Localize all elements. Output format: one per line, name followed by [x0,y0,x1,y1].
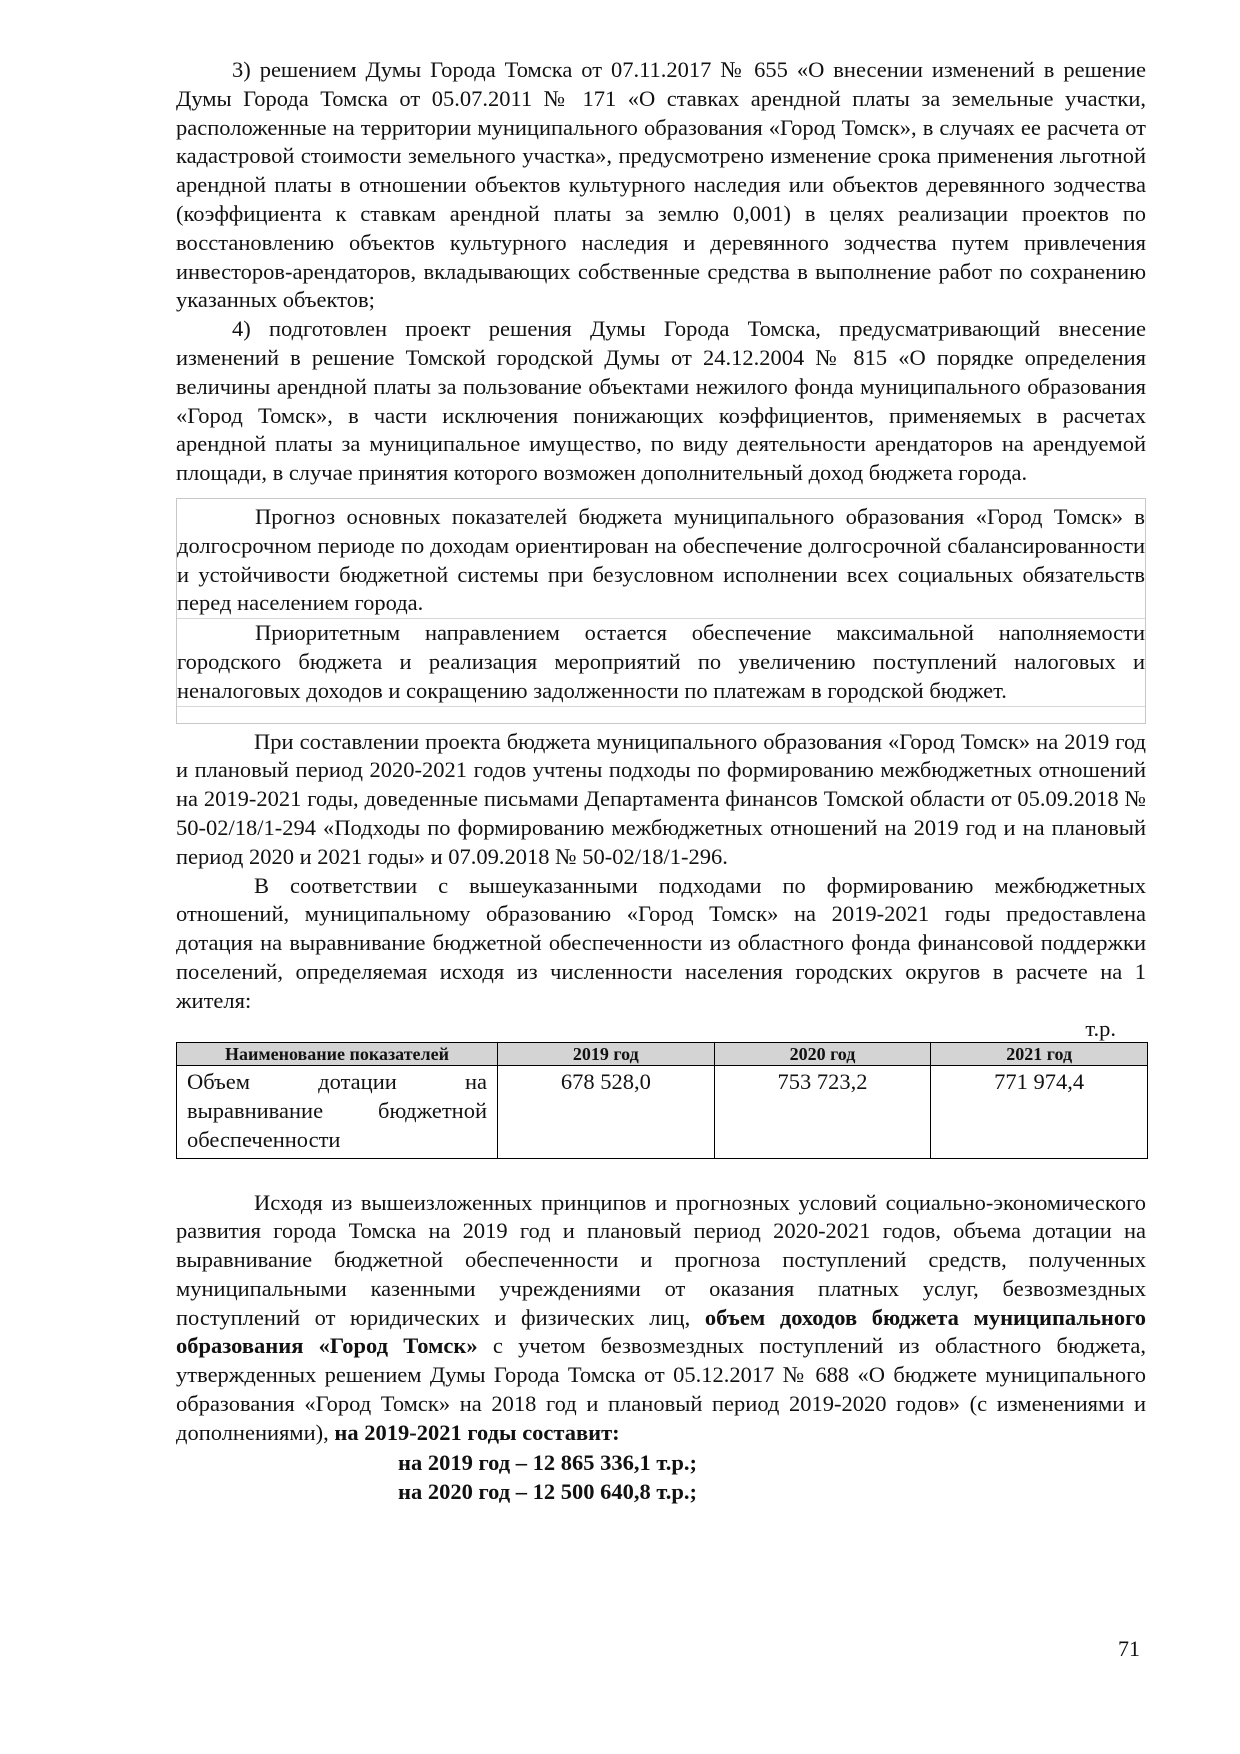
table-unit-label: т.р. [1085,1015,1116,1041]
paragraph-priority: Приоритетным направлением остается обеспечение максимальной наполняемости городского бюджета и реализация мероприятий по увеличению поступлений налоговых и неналоговых доходов и сокращению задолженности по платежам в городской бюджет. [177,619,1145,706]
header-2021: 2021 год [931,1042,1148,1065]
paragraph-item-3: 3) решением Думы Города Томска от 07.11.2017 № 655 «О внесении изменений в решение Думы Города Томска от 05.07.2011 № 171 «О ставках арендной платы за земельные участки, расположенные на территории муниципального образования «Город Томск», в случаях ее расчета от кадастровой стоимости земельного участка», предусмотрено изменение срока применения льготной арендной платы в отношении объектов культурного наследия или объектов деревянного зодчества (коэффициента к ставкам арендной платы за землю 0,001) в целях реализации проектов по восстановлению объектов культурного наследия и деревянного зодчества путем привлечения инвесторов-арендаторов, вкладывающих собственные средства в выполнение работ по сохранению указанных объектов; [176,57,1146,313]
document-body [176,56,1146,1506]
conclusion-text-b: с учетом безвозмездных поступлений из областного бюджета, утвержденных решением Думы Города Томска от 05.12.2017 № 688 «О бюджете муниципального образования «Город Томск» на 2018 год и плановый период 2019-2020 годов» (с изменениями и дополнениями), [176,1333,1147,1445]
cell-2020: 753 723,2 [714,1065,931,1158]
conclusion-text-a: Исходя из вышеизложенных принципов и прогнозных условий социально-экономического развития города Томска на 2019 год и плановый период 2020-2021 годов, объема дотации на выравнивание бюджетной обеспеченности и прогноза поступлений средств, полученных муниципальными казенными учреждениями от оказания платных услуг, безвозмездных поступлений от юридических и физических лиц, [176,1189,1146,1330]
paragraph-accordance: В соответствии с вышеуказанными подходами по формированию межбюджетных отношений, муниципальному образованию «Город Томск» на 2019-2021 годы предоставлена дотация на выравнивание бюджетной обеспеченности из областного фонда финансовой поддержки поселений, определяемая исходя из численности населения городских округов в расчете на 1 жителя: [176,872,1146,1013]
cell-2021: 771 974,4 [931,1065,1148,1158]
cell-indicator-name: Объем дотации на выравнивание бюджетной обеспеченности [177,1065,498,1158]
table-row [177,1065,1148,1158]
paragraph-item-4: 4) подготовлен проект решения Думы Города Томска, предусматривающий внесение изменений в решение Томской городской Думы от 24.12.2004 № 815 «О порядке определения величины арендной платы за пользование объектами нежилого фонда муниципального образования «Город Томск», в части исключения понижающих коэффициентов, применяемых в расчетах арендной платы за муниципальное имущество, по виду деятельности арендаторов на арендуемой площади, в случае принятия которого возможен дополнительный доход бюджета города. [176,316,1146,486]
header-indicator-name: Наименование показателей [177,1042,498,1065]
conclusion-bold-revenue: объем доходов бюджета муниципального образования «Город Томск» [176,1304,1147,1359]
paragraph-forecast: Прогноз основных показателей бюджета муниципального образования «Город Томск» в долгосрочном периоде по доходам ориентирован на обеспечение долгосрочной сбалансированности и устойчивости бюджетной системы при безусловном исполнении всех социальных обязательств перед населением города. [177,503,1145,619]
total-2020: на 2020 год – 12 500 640,8 т.р.; [398,1478,697,1504]
table-header-row [177,1042,1148,1065]
paragraph-drafting: При составлении проекта бюджета муниципального образования «Город Томск» на 2019 год и плановый период 2020-2021 годов учтены подходы по формированию межбюджетных отношений на 2019-2021 годы, доведенные письмами Департамента финансов Томской области от 05.09.2018 № 50-02/18/1-294 «Подходы по формированию межбюджетных отношений на 2019 год и на плановый период 2020 и 2021 годы» и 07.09.2018 № 50-02/18/1-296. [176,728,1146,869]
total-2019: на 2019 год – 12 865 336,1 т.р.; [398,1449,697,1475]
page-number: 71 [1118,1636,1140,1661]
paragraph-conclusion [176,1189,1146,1448]
cell-2019: 678 528,0 [498,1065,715,1158]
conclusion-bold-years: на 2019-2021 годы составит: [334,1419,620,1445]
header-2019: 2019 год [498,1042,715,1065]
subsidy-table [176,1042,1148,1159]
header-2020: 2020 год [714,1042,931,1065]
forecast-frame [176,498,1146,724]
frame-empty-row [177,707,1145,723]
totals-list [398,1448,1146,1506]
